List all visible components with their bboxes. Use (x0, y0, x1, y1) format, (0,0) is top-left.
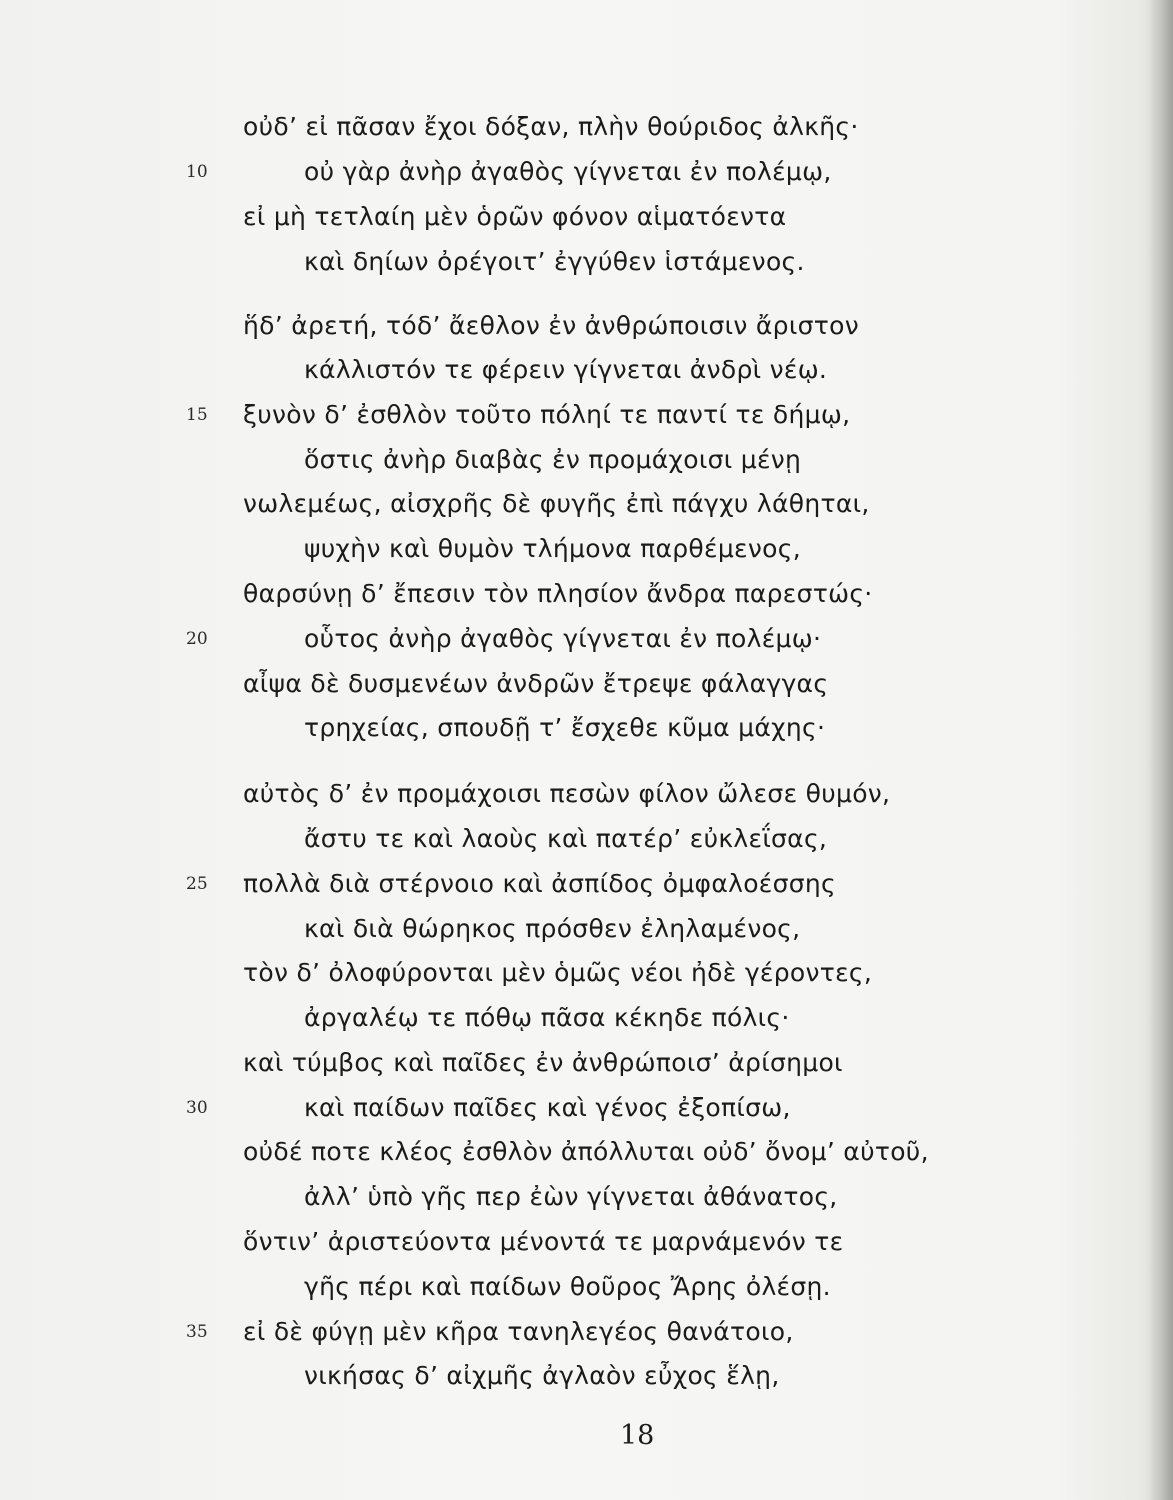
verse-line: νωλεμέως, αἰσχρῆς δὲ φυγῆς ἐπὶ πάγχυ λάθηται, (243, 489, 870, 518)
verse-line: καὶ δηίων ὀρέγοιτ’ ἐγγύθεν ἱστάμενος. (304, 247, 805, 276)
line-number: 25 (186, 874, 208, 894)
verse-line: πολλὰ διὰ στέρνοιο καὶ ἀσπίδος ὀμφαλοέσσης (243, 869, 837, 898)
page-number: 18 (620, 1420, 655, 1451)
verse-line: ξυνὸν δ’ ἐσθλὸν τοῦτο πόληί τε παντί τε δήμῳ, (243, 400, 851, 429)
verse-line: καὶ διὰ θώρηκος πρόσθεν ἐληλαμένος, (304, 914, 801, 943)
verse-line: τὸν δ’ ὀλοφύρονται μὲν ὁμῶς νέοι ἠδὲ γέροντες, (243, 958, 873, 987)
verse-line: ὅστις ἀνὴρ διαβὰς ἐν προμάχοισι μένῃ (304, 445, 802, 474)
line-number: 10 (186, 162, 208, 182)
verse-line: οὐδέ ποτε κλέος ἐσθλὸν ἀπόλλυται οὐδ’ ὄνομ’ αὐτοῦ, (243, 1137, 929, 1166)
verse-line: γῆς πέρι καὶ παίδων θοῦρος Ἄρης ὀλέσῃ. (304, 1272, 831, 1301)
verse-line: ὅντιν’ ἀριστεύοντα μένοντά τε μαρνάμενόν τε (243, 1227, 844, 1256)
verse-line: καὶ παίδων παῖδες καὶ γένος ἐξοπίσω, (304, 1093, 791, 1122)
verse-line: αἶψα δὲ δυσμενέων ἀνδρῶν ἔτρεψε φάλαγγας (243, 669, 829, 698)
line-number: 15 (186, 405, 208, 425)
verse-line: οὐ γὰρ ἀνὴρ ἀγαθὸς γίγνεται ἐν πολέμῳ, (304, 157, 832, 186)
verse-line: ἀλλ’ ὑπὸ γῆς περ ἐὼν γίγνεται ἀθάνατος, (304, 1182, 838, 1211)
verse-line: θαρσύνῃ δ’ ἔπεσιν τὸν πλησίον ἄνδρα παρεστώς· (243, 579, 873, 608)
verse-line: καὶ τύμβος καὶ παῖδες ἐν ἀνθρώποισ’ ἀρίσημοι (243, 1048, 843, 1077)
verse-line: οὗτος ἀνὴρ ἀγαθὸς γίγνεται ἐν πολέμῳ· (304, 624, 822, 653)
verse-line: τρηχείας, σπουδῇ τ’ ἔσχεθε κῦμα μάχης· (304, 713, 826, 742)
verse-line: ἀργαλέῳ τε πόθῳ πᾶσα κέκηδε πόλις· (304, 1003, 790, 1032)
line-number: 30 (186, 1098, 208, 1118)
verse-line: οὐδ’ εἰ πᾶσαν ἔχοι δόξαν, πλὴν θούριδος ἀλκῆς· (243, 112, 859, 141)
verse-line: νικήσας δ’ αἰχμῆς ἀγλαὸν εὖχος ἕλῃ, (304, 1361, 780, 1390)
line-number: 20 (186, 629, 208, 649)
verse-line: αὐτὸς δ’ ἐν προμάχοισι πεσὼν φίλον ὤλεσε θυμόν, (243, 779, 891, 808)
line-number: 35 (186, 1322, 208, 1342)
verse-line: ἥδ’ ἀρετή, τόδ’ ἄεθλον ἐν ἀνθρώποισιν ἄριστον (243, 311, 859, 340)
verse-line: εἰ δὲ φύγῃ μὲν κῆρα τανηλεγέος θανάτοιο, (243, 1317, 794, 1346)
verse-line: κάλλιστόν τε φέρειν γίγνεται ἀνδρὶ νέῳ. (304, 355, 828, 384)
verse-line: εἰ μὴ τετλαίη μὲν ὁρῶν φόνον αἱματόεντα (243, 202, 787, 231)
verse-line: ἄστυ τε καὶ λαοὺς καὶ πατέρ’ εὐκλεΐσας, (304, 824, 828, 853)
verse-line: ψυχὴν καὶ θυμὸν τλήμονα παρθέμενος, (304, 534, 801, 563)
